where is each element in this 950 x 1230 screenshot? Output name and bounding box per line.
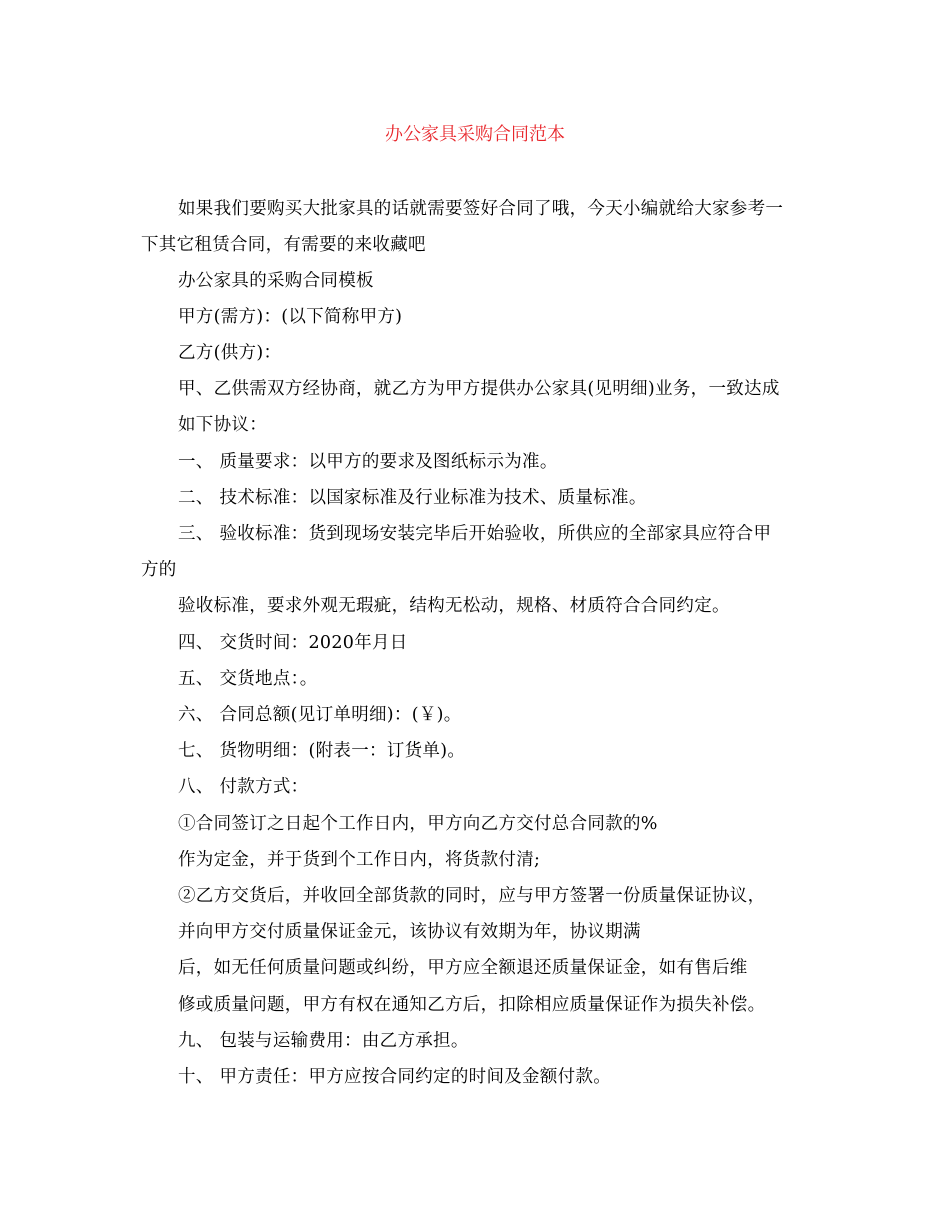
paragraph-line: 作为定金，并于货到个工作日内，将货款付清; — [178, 850, 541, 870]
paragraph-line: 二、 技术标准：以国家标准及行业标准为技术、质量标准。 — [178, 488, 647, 508]
paragraph-line: 八、 付款方式： — [178, 777, 309, 797]
paragraph-line: 甲、乙供需双方经协商，就乙方为甲方提供办公家具(见明细)业务，一致达成 — [178, 379, 780, 399]
paragraph-line: ②乙方交货后，并收回全部货款的同时，应与甲方签署一份质量保证协议， — [178, 886, 766, 906]
paragraph-line: 下其它租赁合同，有需要的来收藏吧 — [141, 235, 426, 255]
paragraph-line: 如果我们要购买大批家具的话就需要签好合同了哦，今天小编就给大家参考一 — [178, 199, 784, 219]
paragraph-line: 修或质量问题，甲方有权在通知乙方后，扣除相应质量保证作为损失补偿。 — [178, 995, 766, 1015]
paragraph-line: 三、 验收标准：货到现场安装完毕后开始验收，所供应的全部家具应符合甲 — [178, 524, 772, 544]
paragraph-line: 四、 交货时间：2020年月日 — [178, 633, 408, 653]
paragraph-line: 并向甲方交付质量保证金元，该协议有效期为年，协议期满 — [178, 922, 641, 942]
paragraph-line: ①合同签订之日起个工作日内，甲方向乙方交付总合同款的% — [178, 814, 658, 834]
paragraph-line: 七、 货物明细：(附表一：订货单)。 — [178, 741, 466, 761]
paragraph-line: 十、 甲方责任：甲方应按合同约定的时间及金额付款。 — [178, 1067, 612, 1087]
paragraph-line: 后，如无任何质量问题或纠纷，甲方应全额退还质量保证金，如有售后维 — [178, 958, 748, 978]
paragraph-line: 五、 交货地点：。 — [178, 669, 318, 689]
paragraph-line: 如下协议： — [178, 415, 267, 435]
paragraph-line: 一、 质量要求：以甲方的要求及图纸标示为准。 — [178, 452, 558, 472]
paragraph-line: 验收标准，要求外观无瑕疵，结构无松动，规格、材质符合合同约定。 — [178, 596, 730, 616]
document-title: 办公家具采购合同范本 — [385, 124, 565, 145]
paragraph-line: 六、 合同总额(见订单明细)：(￥)。 — [178, 705, 462, 725]
paragraph-line: 办公家具的采购合同模板 — [178, 271, 374, 291]
paragraph-line: 九、 包装与运输费用：由乙方承担。 — [178, 1031, 469, 1051]
paragraph-line: 甲方(需方)：(以下简称甲方) — [178, 307, 403, 327]
paragraph-line: 方的 — [141, 560, 177, 580]
paragraph-line: 乙方(供方)： — [178, 343, 282, 363]
